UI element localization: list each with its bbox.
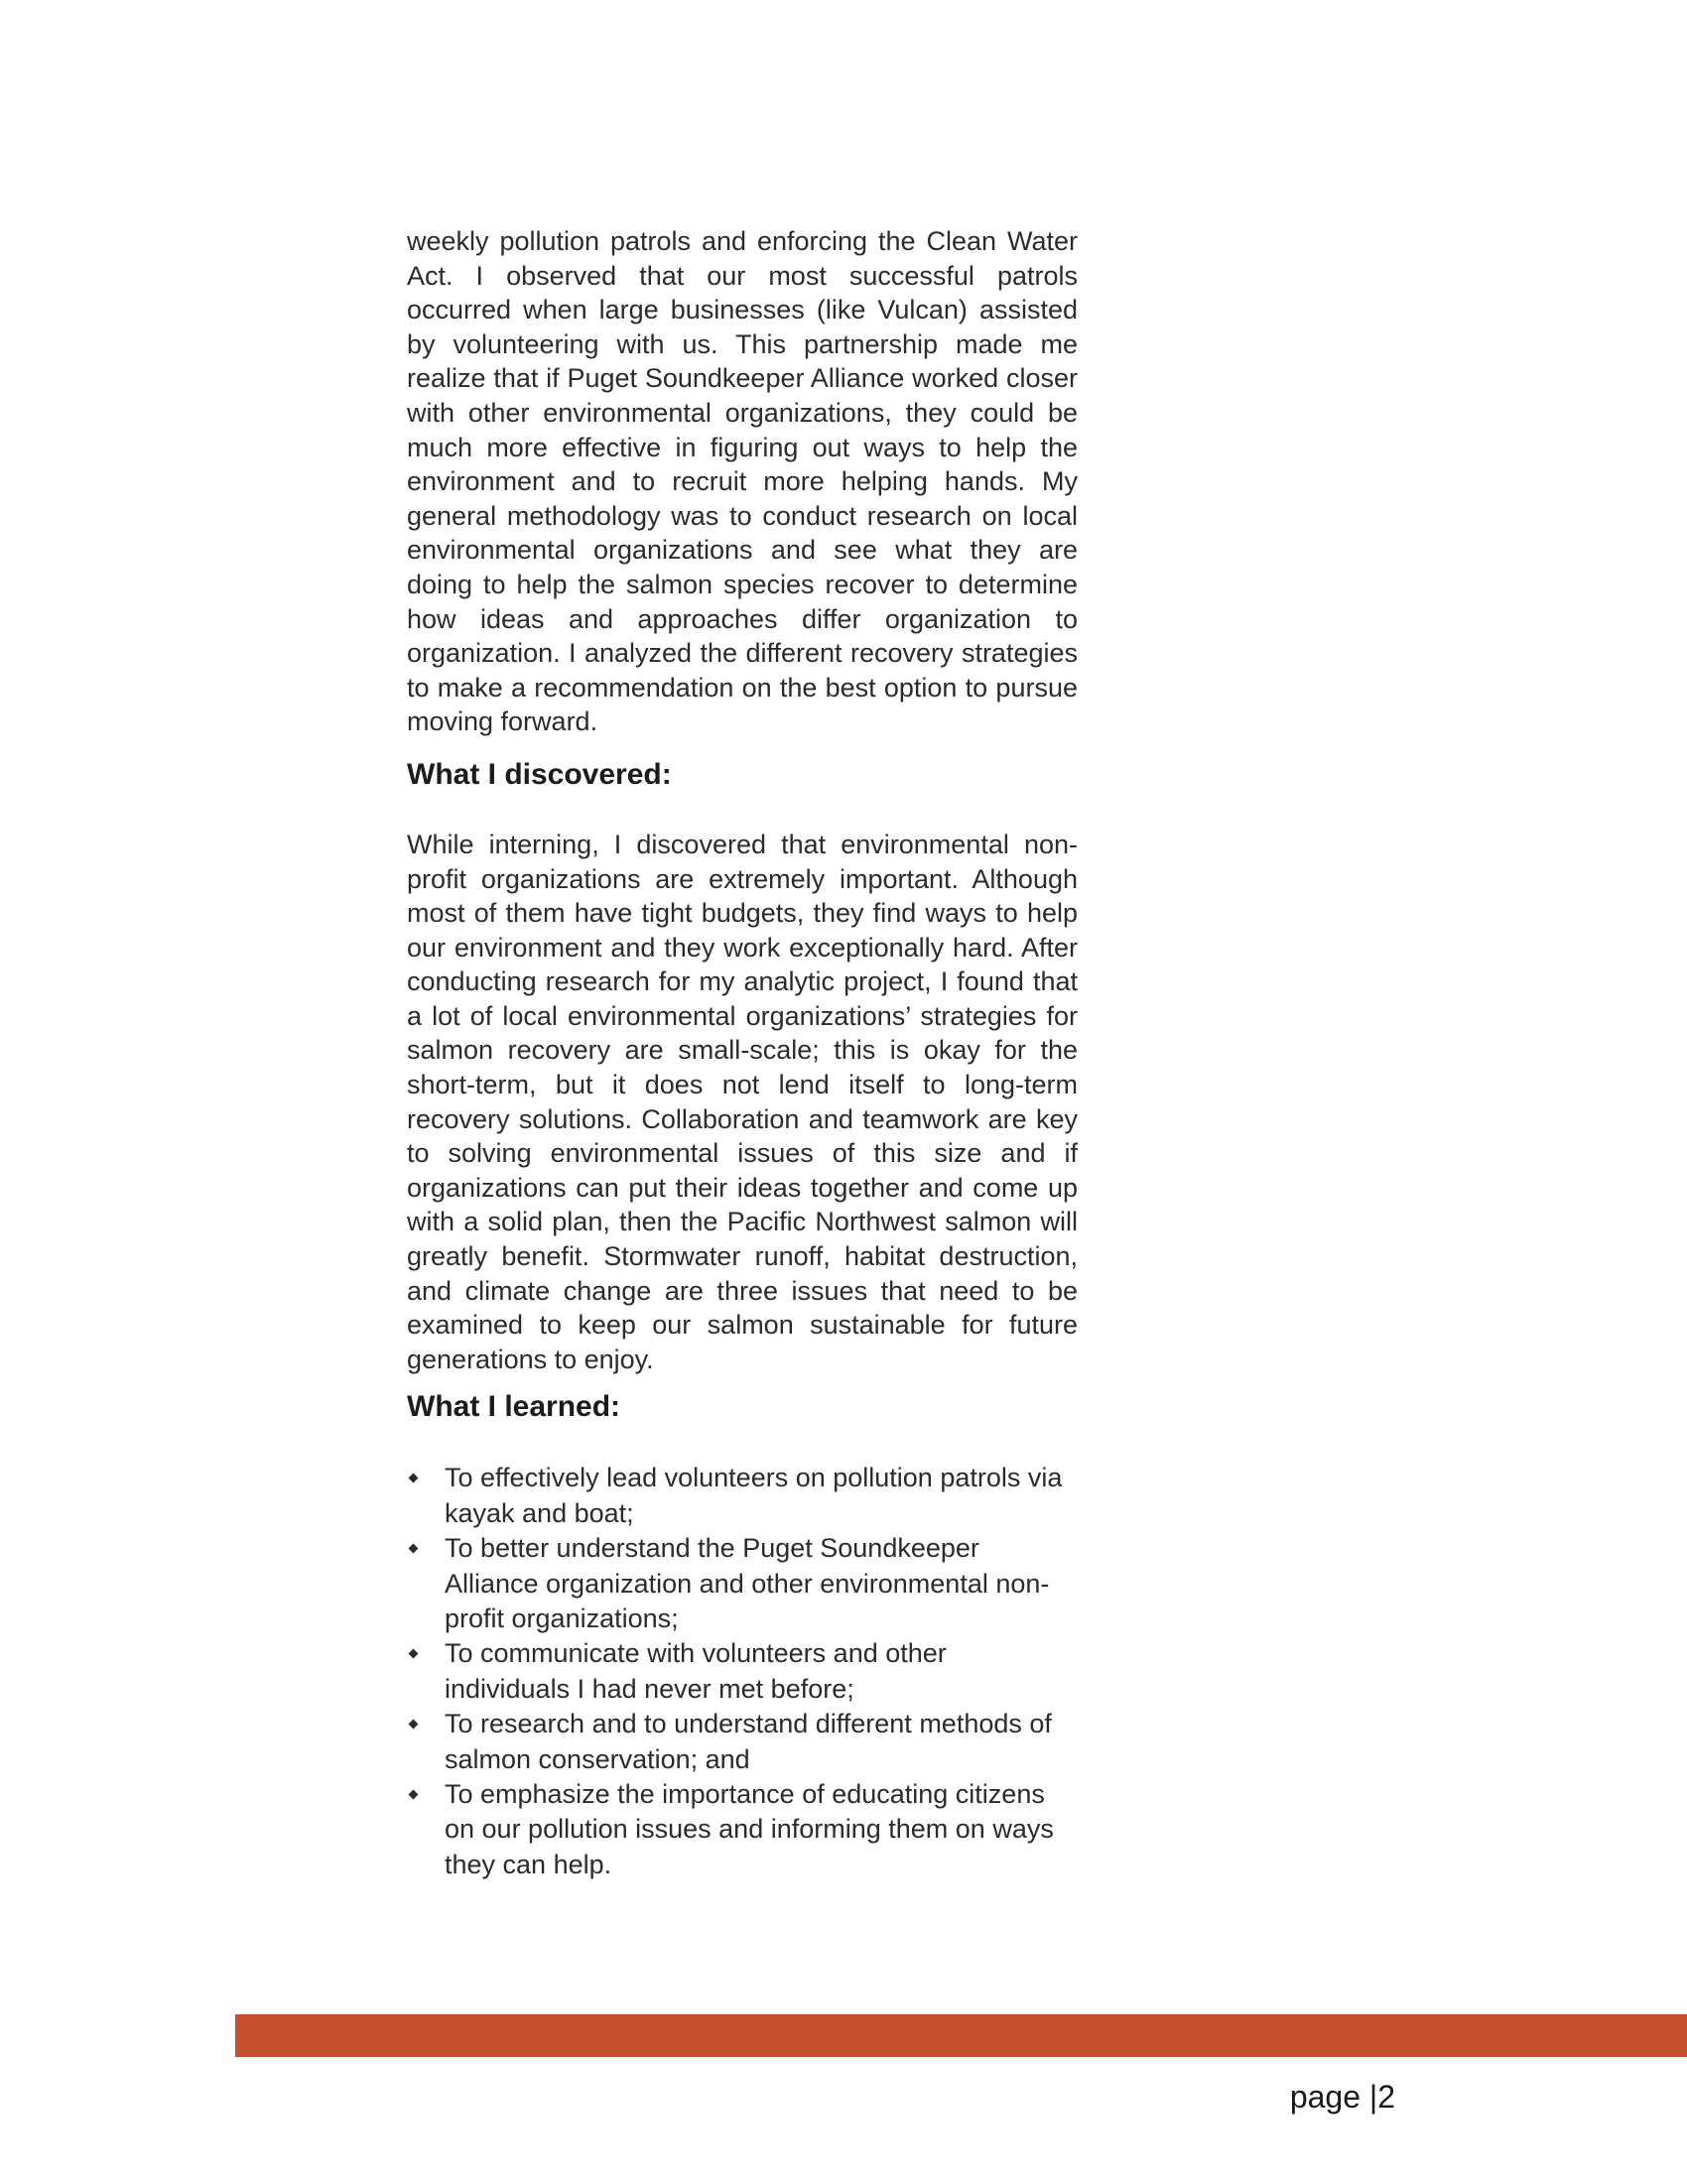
bullet-icon [409, 1544, 419, 1554]
list-item [407, 1461, 1078, 1531]
bullet-text: To effectively lead volunteers on pollution patrols via kayak and boat; [445, 1463, 1063, 1528]
list-item [407, 1636, 1078, 1707]
bullet-text: To better understand the Puget Soundkeeper Alliance organization and other environmental non-profit organizations; [445, 1533, 1050, 1634]
bullet-icon [409, 1790, 419, 1800]
intro-paragraph: weekly pollution patrols and enforcing the Clean Water Act. I observed that our most successful patrols occurred when large businesses (like Vulcan) assisted by volunteering with us. This partnership made me realize that if Puget Soundkeeper Alliance worked closer with other environmental organizations, they could be much more effective in figuring out ways to help the environment and to recruit more helping hands. My general methodology was to conduct research on local environmental organizations and see what they are doing to help the salmon species recover to determine how ideas and approaches differ organization to organization. I analyzed the different recovery strategies to make a recommendation on the best option to pursue moving forward. [407, 226, 1078, 737]
discovered-heading: What I discovered: [407, 757, 672, 791]
bullet-text: To emphasize the importance of educating citizens on our pollution issues and informing them on ways they can help. [445, 1779, 1054, 1879]
bullet-icon [409, 1649, 419, 1659]
bullet-text: To research and to understand different methods of salmon conservation; and [445, 1709, 1052, 1774]
page-number: page |2 [1289, 2079, 1395, 2115]
learned-list [407, 1461, 1078, 1882]
bullet-icon [409, 1474, 419, 1483]
learned-heading: What I learned: [407, 1390, 621, 1424]
bullet-icon [409, 1720, 419, 1730]
bullet-text: To communicate with volunteers and other individuals I had never met before; [445, 1638, 947, 1704]
footer-accent-bar [235, 2014, 1687, 2057]
list-item [407, 1777, 1078, 1882]
content-column [407, 224, 1078, 1882]
discovered-paragraph: While interning, I discovered that environmental non-profit organizations are extremely important. Although most of them have tight budgets, they find ways to help our environment and they work exceptionally hard. After conducting research for my analytic project, I found that a lot of local environmental organizations’ strategies for salmon recovery are small-scale; this is okay for the short-term, but it does not lend itself to long-term recovery solutions. Collaboration and teamwork are key to solving environmental issues of this size and if organizations can put their ideas together and come up with a solid plan, then the Pacific Northwest salmon will greatly benefit. Stormwater runoff, habitat destruction, and climate change are three issues that need to be examined to keep our salmon sustainable for future generations to enjoy. [407, 829, 1078, 1374]
list-item [407, 1707, 1078, 1777]
list-item [407, 1531, 1078, 1636]
